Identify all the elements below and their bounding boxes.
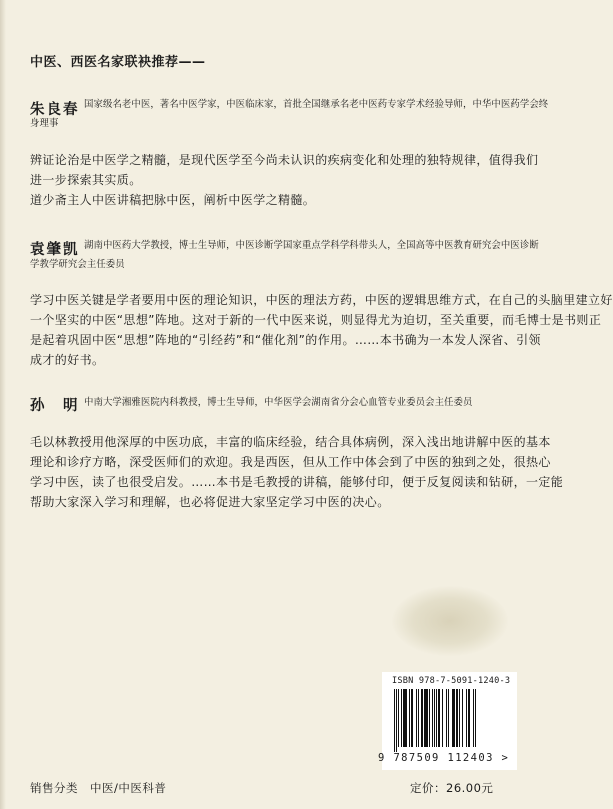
text-line: 是起着巩固中医“思想”阵地的“引经药”和“催化剂”的作用。……本书确为一本发人深省、引领	[30, 333, 541, 347]
barcode	[394, 689, 508, 747]
text-line: 毛以林教授用他深厚的中医功底，丰富的临床经验，结合具体病例，深入浅出地讲解中医的基本	[30, 435, 551, 449]
isbn-label: ISBN 978-7-5091-1240-3	[392, 676, 511, 686]
text-line: 成才的好书。	[30, 353, 105, 367]
barcode-digits: 9 787509 112403 >	[378, 752, 510, 764]
text-line: 学习中医，读了也很受启发。……本书是毛教授的讲稿，能够付印，便于反复阅读和钻研，一定能	[30, 475, 564, 489]
text-line: 学习中医关键是学者要用中医的理论知识，中医的理法方药，中医的逻辑思维方式，在自己的头脑里建立好	[30, 293, 613, 307]
credential-line: 湖南中医药大学教授，博士生导师，中医诊断学国家重点学科学科带头人，全国高等中医教育研究会中医诊断	[84, 240, 539, 251]
sales-category: 销售分类 中医/中医科普	[30, 781, 167, 795]
text-line: 进一步探索其实质。	[30, 173, 142, 187]
endorser-name: 孙 明	[30, 398, 80, 414]
text-line: 道少斋主人中医讲稿把脉中医，阐析中医学之精髓。	[30, 193, 316, 207]
endorsement-text	[30, 150, 539, 210]
text-line: 一个坚实的中医“思想”阵地。这对于新的一代中医来说，则显得尤为迫切，至关重要，而毛博士是书则正	[30, 313, 602, 327]
text-line: 理论和诊疗方略，深受医师们的欢迎。我是西医，但从工作中体会到了中医的独到之处，很热心	[30, 455, 551, 469]
endorser-credentials	[84, 393, 514, 412]
spine-edge	[0, 0, 6, 809]
credential-line: 学教学研究会主任委员	[30, 259, 125, 270]
faded-emblem	[392, 586, 508, 656]
credential-line: 中南大学湘雅医院内科教授，博士生导师，中华医学会湖南省分会心血管专业委员会主任委员	[84, 397, 473, 408]
endorsement-text	[30, 290, 613, 370]
price-label: 定价：26.00元	[410, 781, 494, 795]
text-line: 帮助大家深入学习和理解，也必将促进大家坚定学习中医的决心。	[30, 495, 390, 509]
recommendation-heading: 中医、西医名家联袂推荐——	[30, 55, 206, 70]
endorser-name: 朱良春	[30, 102, 80, 118]
credential-line: 国家级名老中医，著名中医学家，中医临床家，首批全国继承名老中医药专家学术经验导师，中华中医药学会终	[84, 99, 549, 110]
endorsement-text	[30, 432, 564, 512]
text-line: 辨证论治是中医学之精髓，是现代医学至今尚未认识的疾病变化和处理的独特规律，值得我们	[30, 153, 539, 167]
endorser-name: 袁肇凯	[30, 242, 80, 258]
credential-line: 身理事	[30, 118, 59, 129]
